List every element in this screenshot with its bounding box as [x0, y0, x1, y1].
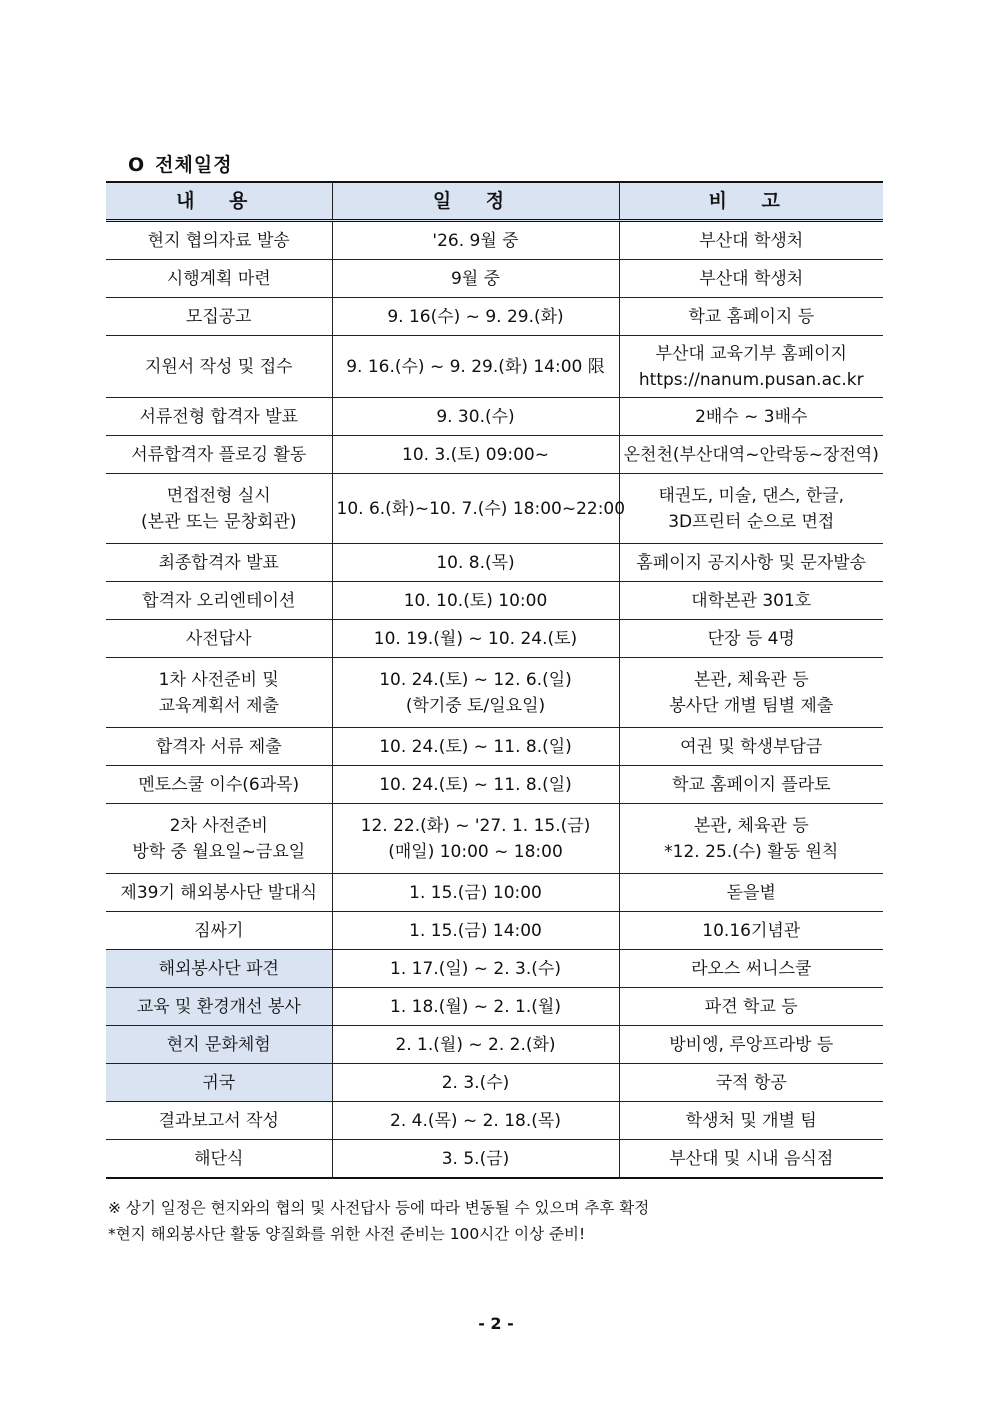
cell-schedule: 10. 24.(토) ~ 12. 6.(일) (학기중 토/일요일) — [332, 658, 619, 728]
cell-content: 사전답사 — [106, 620, 332, 658]
cell-schedule: 10. 8.(목) — [332, 544, 619, 582]
cell-note: 여권 및 학생부담금 — [619, 728, 883, 766]
cell-content: 합격자 오리엔테이션 — [106, 582, 332, 620]
cell-note: 학교 홈페이지 플라토 — [619, 766, 883, 804]
cell-content: 교육 및 환경개선 봉사 — [106, 988, 332, 1026]
table-row — [106, 766, 883, 804]
page-number: - 2 - — [478, 1314, 514, 1333]
cell-schedule: 10. 3.(토) 09:00~ — [332, 436, 619, 474]
cell-note: 대학본관 301호 — [619, 582, 883, 620]
cell-note: 국적 항공 — [619, 1064, 883, 1102]
table-row — [106, 544, 883, 582]
cell-note: 부산대 학생처 — [619, 260, 883, 298]
cell-content: 모집공고 — [106, 298, 332, 336]
cell-schedule: 10. 6.(화)~10. 7.(수) 18:00~22:00 — [332, 474, 619, 544]
table-row — [106, 298, 883, 336]
cell-schedule: 9. 30.(수) — [332, 398, 619, 436]
cell-schedule: '26. 9월 중 — [332, 221, 619, 260]
cell-content: 최종합격자 발표 — [106, 544, 332, 582]
cell-note: 학생처 및 개별 팀 — [619, 1102, 883, 1140]
table-row — [106, 398, 883, 436]
cell-content: 1차 사전준비 및 교육계획서 제출 — [106, 658, 332, 728]
cell-content: 합격자 서류 제출 — [106, 728, 332, 766]
table-row — [106, 1140, 883, 1179]
cell-note: 본관, 체육관 등 *12. 25.(수) 활동 원칙 — [619, 804, 883, 874]
cell-content: 짐싸기 — [106, 912, 332, 950]
cell-schedule: 1. 17.(일) ~ 2. 3.(수) — [332, 950, 619, 988]
cell-note: 돋을볕 — [619, 874, 883, 912]
cell-content: 2차 사전준비 방학 중 월요일~금요일 — [106, 804, 332, 874]
header-content: 내 용 — [106, 182, 332, 221]
cell-schedule: 1. 15.(금) 10:00 — [332, 874, 619, 912]
cell-content: 면접전형 실시 (본관 또는 문창회관) — [106, 474, 332, 544]
table-row — [106, 221, 883, 260]
table-row-highlighted — [106, 1064, 883, 1102]
header-schedule: 일 정 — [332, 182, 619, 221]
cell-schedule: 2. 1.(월) ~ 2. 2.(화) — [332, 1026, 619, 1064]
table-row-highlighted — [106, 1026, 883, 1064]
table-row — [106, 582, 883, 620]
cell-note: 부산대 교육기부 홈페이지 https://nanum.pusan.ac.kr — [619, 336, 883, 398]
table-row — [106, 1102, 883, 1140]
cell-content: 멘토스쿨 이수(6과목) — [106, 766, 332, 804]
cell-schedule: 9. 16(수) ~ 9. 29.(화) — [332, 298, 619, 336]
cell-content: 시행계획 마련 — [106, 260, 332, 298]
header-note: 비 고 — [619, 182, 883, 221]
cell-note: 태권도, 미술, 댄스, 한글, 3D프린터 순으로 면접 — [619, 474, 883, 544]
cell-note: 파견 학교 등 — [619, 988, 883, 1026]
table-row — [106, 804, 883, 874]
cell-schedule: 2. 4.(목) ~ 2. 18.(목) — [332, 1102, 619, 1140]
cell-schedule: 10. 10.(토) 10:00 — [332, 582, 619, 620]
table-row — [106, 874, 883, 912]
cell-note: 온천천(부산대역~안락동~장전역) — [619, 436, 883, 474]
section-title: 전체일정 — [155, 154, 233, 176]
cell-schedule: 1. 15.(금) 14:00 — [332, 912, 619, 950]
cell-schedule: 12. 22.(화) ~ '27. 1. 15.(금) (매일) 10:00 ~ 18:00 — [332, 804, 619, 874]
cell-note: 학교 홈페이지 등 — [619, 298, 883, 336]
cell-note: 2배수 ~ 3배수 — [619, 398, 883, 436]
table-row-highlighted — [106, 988, 883, 1026]
table-row-highlighted — [106, 950, 883, 988]
table-row — [106, 658, 883, 728]
section-heading — [128, 150, 233, 177]
table-row — [106, 260, 883, 298]
table-header-row — [106, 182, 883, 221]
cell-schedule: 10. 24.(토) ~ 11. 8.(일) — [332, 728, 619, 766]
table-row — [106, 912, 883, 950]
cell-note: 방비엥, 루앙프라방 등 — [619, 1026, 883, 1064]
table-row — [106, 336, 883, 398]
cell-note: 본관, 체육관 등 봉사단 개별 팀별 제출 — [619, 658, 883, 728]
cell-content: 해외봉사단 파견 — [106, 950, 332, 988]
cell-content: 제39기 해외봉사단 발대식 — [106, 874, 332, 912]
cell-schedule: 9월 중 — [332, 260, 619, 298]
cell-note: 부산대 및 시내 음식점 — [619, 1140, 883, 1179]
cell-schedule: 9. 16.(수) ~ 9. 29.(화) 14:00 限 — [332, 336, 619, 398]
cell-note: 홈페이지 공지사항 및 문자발송 — [619, 544, 883, 582]
cell-content: 서류합격자 플로깅 활동 — [106, 436, 332, 474]
cell-note: 라오스 써니스쿨 — [619, 950, 883, 988]
cell-schedule: 1. 18.(월) ~ 2. 1.(월) — [332, 988, 619, 1026]
cell-content: 지원서 작성 및 접수 — [106, 336, 332, 398]
cell-content: 결과보고서 작성 — [106, 1102, 332, 1140]
cell-schedule: 10. 19.(월) ~ 10. 24.(토) — [332, 620, 619, 658]
cell-content: 현지 문화체험 — [106, 1026, 332, 1064]
cell-note: 10.16기념관 — [619, 912, 883, 950]
homepage-url: https://nanum.pusan.ac.kr — [638, 369, 864, 390]
footnote-prep-hours: *현지 해외봉사단 활동 양질화를 위한 사전 준비는 100시간 이상 준비! — [108, 1225, 586, 1243]
cell-note: 부산대 학생처 — [619, 221, 883, 260]
cell-content: 귀국 — [106, 1064, 332, 1102]
cell-schedule: 10. 24.(토) ~ 11. 8.(일) — [332, 766, 619, 804]
cell-content: 해단식 — [106, 1140, 332, 1179]
section-bullet: O — [128, 154, 146, 176]
table-row — [106, 474, 883, 544]
cell-schedule: 3. 5.(금) — [332, 1140, 619, 1179]
table-row — [106, 436, 883, 474]
cell-schedule: 2. 3.(수) — [332, 1064, 619, 1102]
cell-content: 서류전형 합격자 발표 — [106, 398, 332, 436]
schedule-table — [106, 181, 883, 1179]
cell-content: 현지 협의자료 발송 — [106, 221, 332, 260]
footnote-schedule-change: ※ 상기 일정은 현지와의 협의 및 사전답사 등에 따라 변동될 수 있으며 추후 확정 — [108, 1199, 650, 1217]
footnotes — [108, 1195, 649, 1247]
table-row — [106, 620, 883, 658]
cell-note: 단장 등 4명 — [619, 620, 883, 658]
table-row — [106, 728, 883, 766]
